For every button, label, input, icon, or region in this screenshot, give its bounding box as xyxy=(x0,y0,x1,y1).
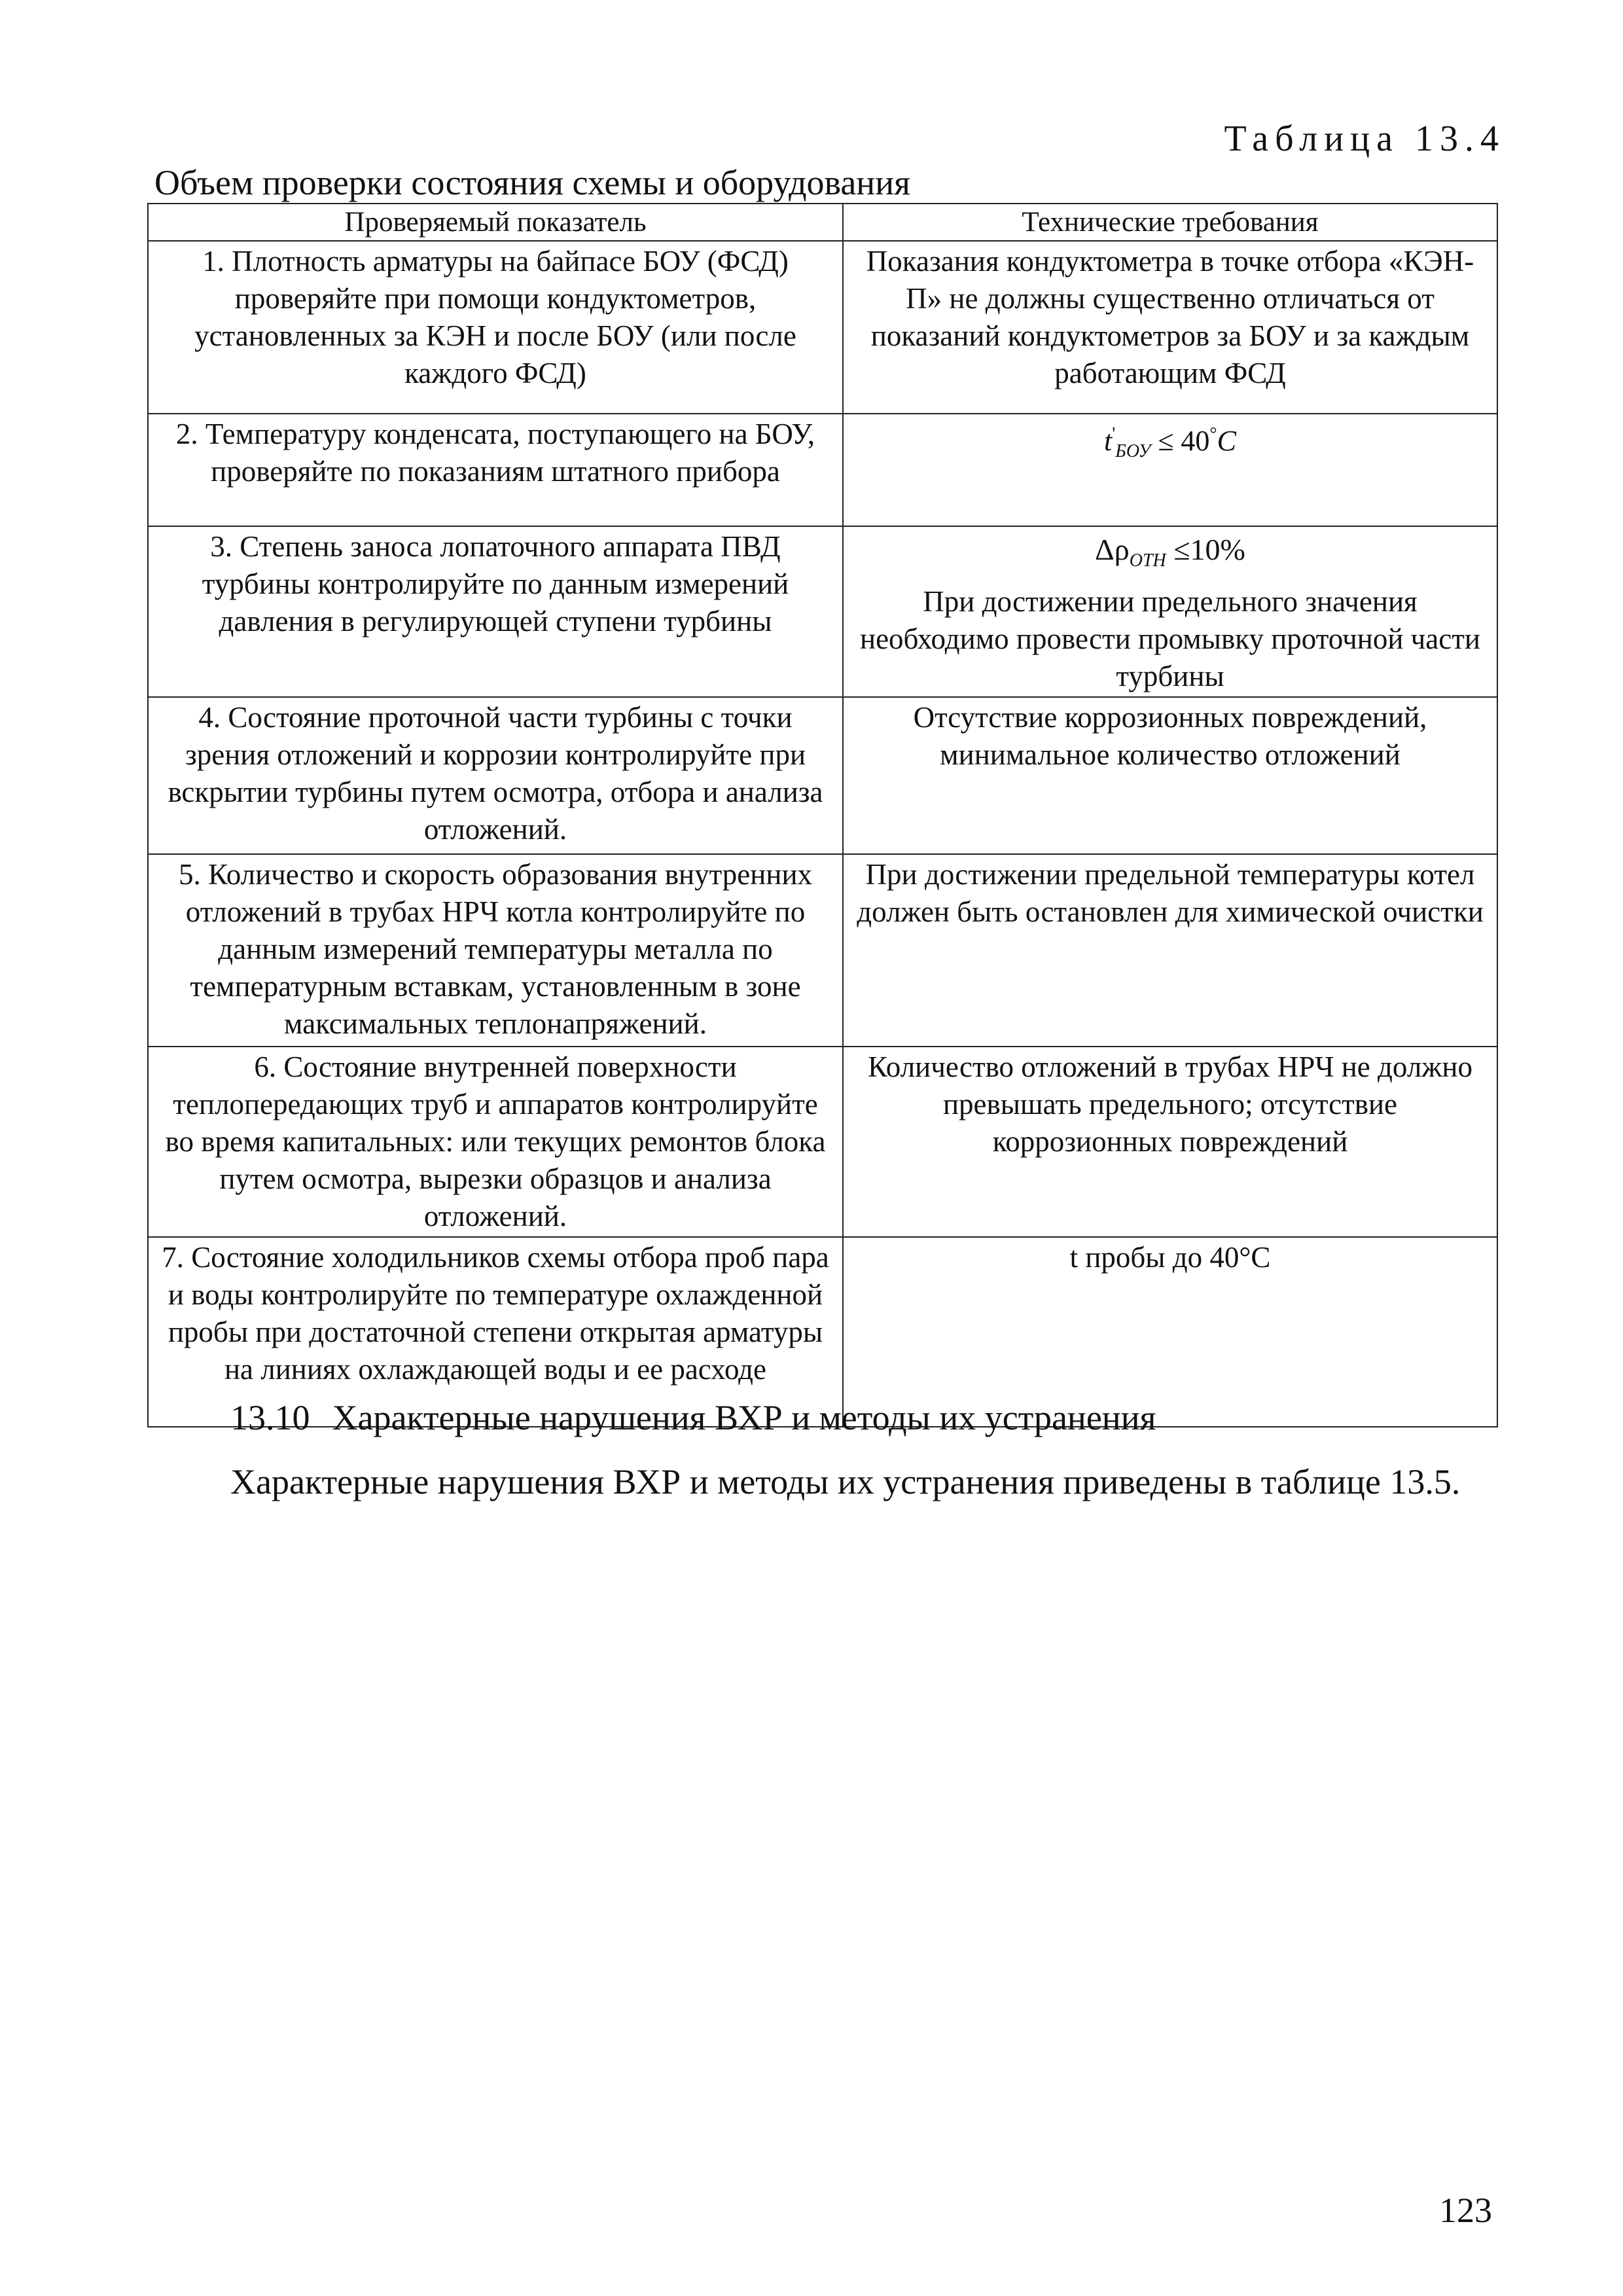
table-row xyxy=(148,526,1497,697)
column-header-indicator: Проверяемый показатель xyxy=(148,204,843,241)
formula-symbol: t xyxy=(1104,425,1113,457)
table-row xyxy=(148,1047,1497,1237)
table-row xyxy=(148,241,1497,414)
requirements-table xyxy=(147,203,1498,1427)
table-title: Объем проверки состояния схемы и оборудования xyxy=(154,163,910,202)
indicator-cell: 6. Состояние внутренней поверхности теплопередающих труб и аппаратов контролируйте во время капитальных: или текущих ремонтов блока путем осмотра, вырезки образцов и анализа отложений. xyxy=(148,1047,843,1237)
indicator-cell: 4. Состояние проточной части турбины с точки зрения отложений и коррозии контролируйте при вскрытии турбины путем осмотра, отбора и анализа отложений. xyxy=(148,697,843,854)
body-paragraph: Характерные нарушения ВХР и методы их устранения приведены в таблице 13.5. xyxy=(230,1462,1461,1501)
temperature-formula xyxy=(1104,424,1236,461)
requirement-cell: t пробы до 40°С xyxy=(843,1237,1497,1427)
requirement-cell: Отсутствие коррозионных повреждений, минимальное количество отложений xyxy=(843,697,1497,854)
table-label: Таблица 13.4 xyxy=(1224,118,1505,159)
section-title: Характерные нарушения ВХР и методы их устранения xyxy=(332,1398,1156,1437)
column-header-requirements: Технические требования xyxy=(843,204,1497,241)
formula-value: 40 xyxy=(1181,425,1210,457)
formula-unit: C xyxy=(1217,425,1236,457)
formula-subscript: ОТН xyxy=(1129,550,1166,571)
section-number: 13.10 xyxy=(230,1398,310,1437)
table-row xyxy=(148,854,1497,1047)
requirement-cell: Количество отложений в трубах НРЧ не должно превышать предельного; отсутствие коррозионных повреждений xyxy=(843,1047,1497,1237)
requirement-cell: При достижении предельной температуры котел должен быть остановлен для химической очистки xyxy=(843,854,1497,1047)
requirement-cell: Показания кондуктометра в точке отбора «КЭН-П» не должны существенно отличаться от показаний кондуктометров за БОУ и за каждым работающим ФСД xyxy=(843,241,1497,414)
formula-degree: ° xyxy=(1209,424,1217,444)
indicator-cell: 1. Плотность арматуры на байпасе БОУ (ФСД) проверяйте при помощи кондуктометров, установленных за КЭН и после БОУ (или после каждого ФСД) xyxy=(148,241,843,414)
pressure-formula xyxy=(851,531,1489,579)
formula-value: 10% xyxy=(1190,533,1245,566)
indicator-cell: 3. Степень заноса лопаточного аппарата ПВД турбины контролируйте по данным измерений давления в регулирующей ступени турбины xyxy=(148,526,843,697)
requirement-text: При достижении предельного значения необходимо провести промывку проточной части турбины xyxy=(860,585,1480,692)
indicator-cell: 5. Количество и скорость образования внутренних отложений в трубах НРЧ котла контролируйте по данным измерений температуры металла по температурным вставкам, установленным в зоне максимальных теплонапряжений. xyxy=(148,854,843,1047)
table-row xyxy=(148,414,1497,526)
page-number: 123 xyxy=(1439,2191,1492,2230)
formula-symbol: Δρ xyxy=(1095,533,1130,566)
table-header-row xyxy=(148,204,1497,241)
indicator-cell: 2. Температуру конденсата, поступающего на БОУ, проверяйте по показаниям штатного прибора xyxy=(148,414,843,526)
formula-prime: ' xyxy=(1112,424,1116,444)
indicator-cell: 7. Состояние холодильников схемы отбора проб пара и воды контролируйте по температуре охлажденной пробы при достаточной степени открытая арматуры на линиях охлаждающей воды и ее расходе xyxy=(148,1237,843,1427)
formula-operator: ≤ xyxy=(1173,533,1190,566)
table-row xyxy=(148,697,1497,854)
requirement-cell xyxy=(843,414,1497,526)
formula-operator: ≤ xyxy=(1158,425,1174,457)
formula-subscript: БОУ xyxy=(1115,441,1151,461)
section-heading xyxy=(230,1395,1156,1440)
requirement-cell xyxy=(843,526,1497,697)
